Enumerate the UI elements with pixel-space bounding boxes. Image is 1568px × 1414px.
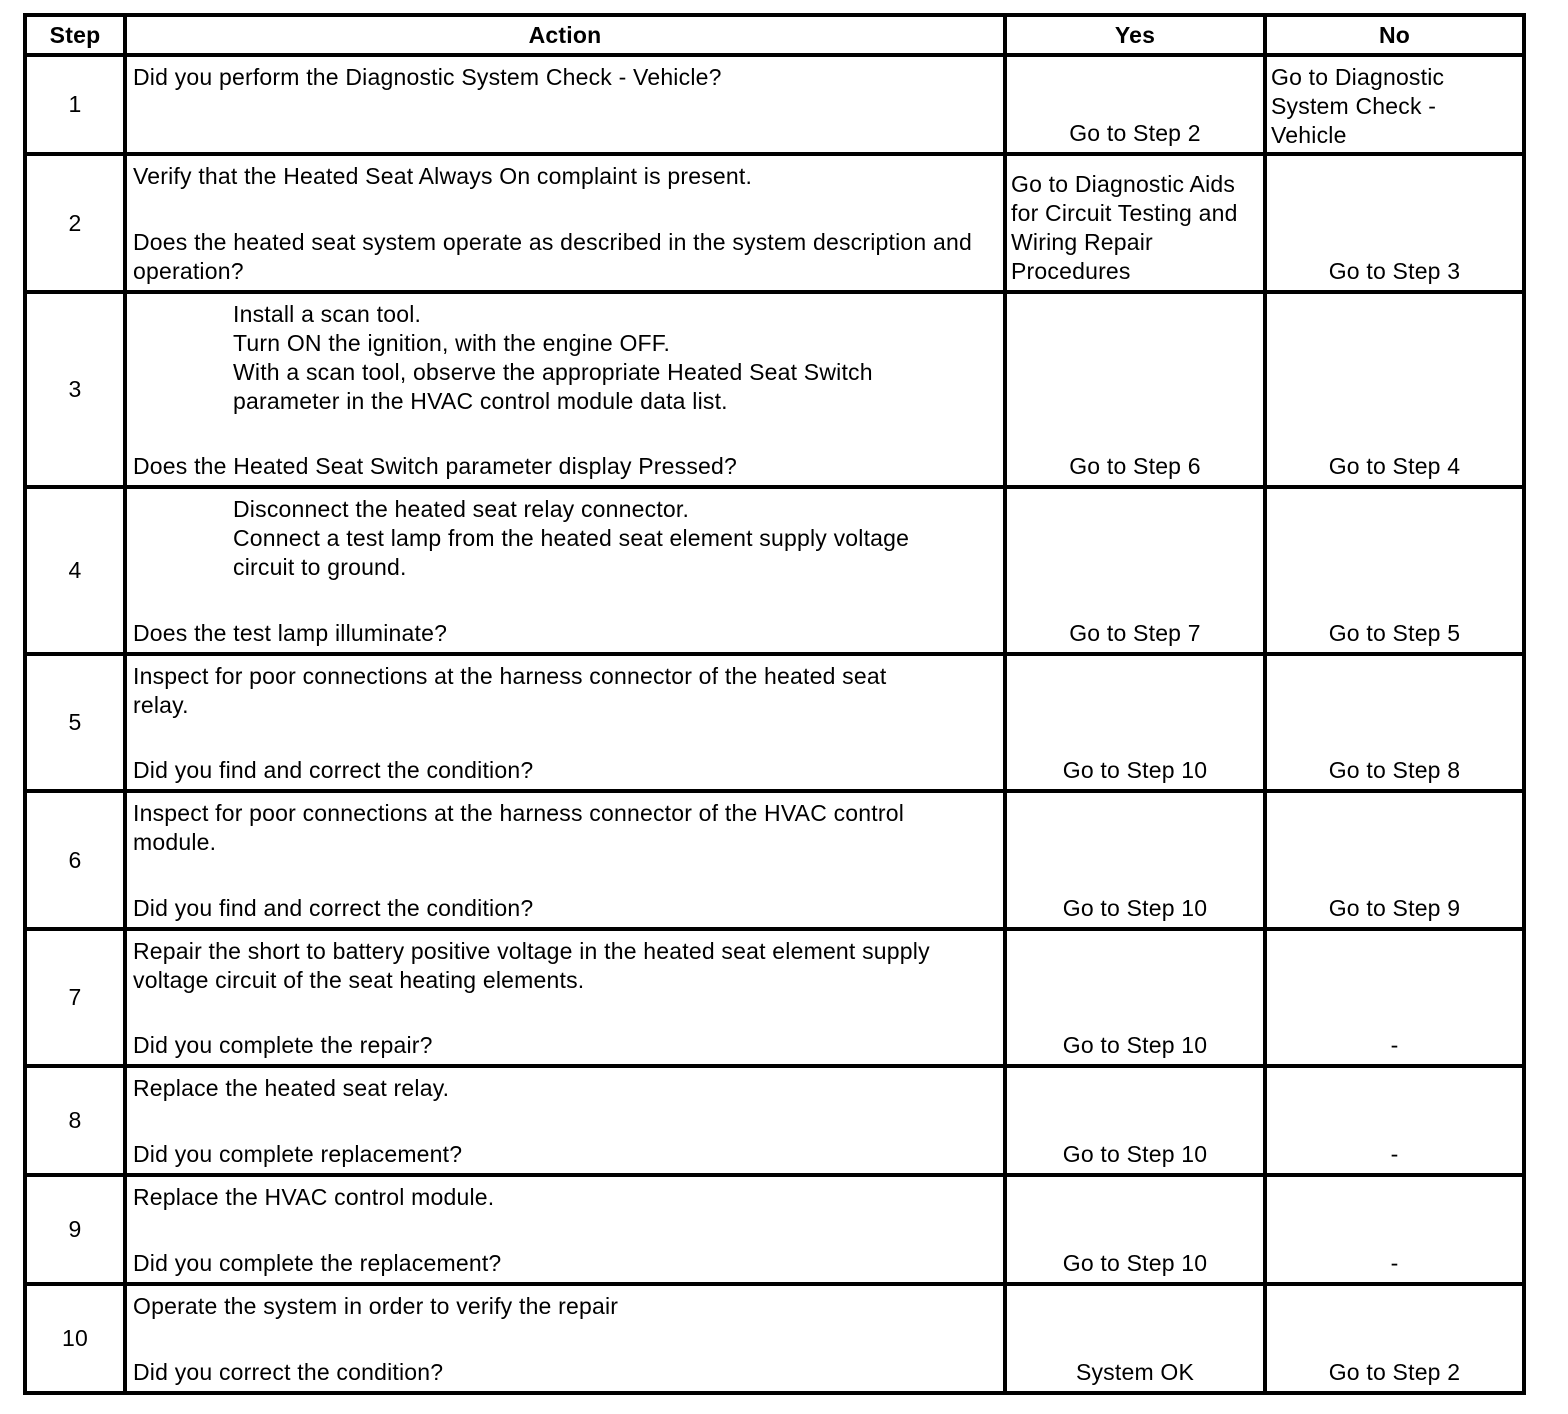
no-text: - xyxy=(1390,1250,1399,1276)
action-question: Did you find and correct the condition? xyxy=(133,895,534,921)
action-text: Disconnect the heated seat relay connector. xyxy=(233,496,690,522)
header-action: Action xyxy=(125,15,1005,55)
action-text: With a scan tool, observe the appropriate Heated Seat Switch parameter in the HVAC control module data list. xyxy=(233,359,873,414)
action-cell xyxy=(125,1284,1005,1393)
yes-cell xyxy=(1005,1066,1265,1175)
step-number: 7 xyxy=(25,929,125,1066)
yes-text: System OK xyxy=(1075,1359,1195,1385)
no-text: - xyxy=(1390,1032,1399,1058)
no-text: Go to Step 3 xyxy=(1328,258,1461,284)
action-text: Did you perform the Diagnostic System Check - Vehicle? xyxy=(133,64,722,90)
table-row xyxy=(25,1284,1524,1393)
no-cell xyxy=(1265,654,1524,791)
step-number: 3 xyxy=(25,292,125,487)
yes-text: Go to Step 6 xyxy=(1069,453,1201,479)
no-text: Go to Step 9 xyxy=(1328,895,1461,921)
action-text: Verify that the Heated Seat Always On complaint is present. xyxy=(133,163,753,189)
action-text: Replace the heated seat relay. xyxy=(133,1075,450,1101)
action-question: Does the Heated Seat Switch parameter display Pressed? xyxy=(133,453,738,479)
action-cell xyxy=(125,1066,1005,1175)
action-cell xyxy=(125,1175,1005,1284)
yes-cell xyxy=(1005,929,1265,1066)
action-cell xyxy=(125,654,1005,791)
yes-text: Go to Step 10 xyxy=(1062,895,1208,921)
no-text: Go to Step 4 xyxy=(1328,453,1461,479)
action-cell xyxy=(125,487,1005,654)
action-question: Does the heated seat system operate as described in the system description and operation? xyxy=(133,229,972,284)
no-text: Go to Diagnostic System Check - Vehicle xyxy=(1271,64,1445,148)
yes-cell xyxy=(1005,654,1265,791)
no-cell xyxy=(1265,154,1524,292)
yes-cell xyxy=(1005,1284,1265,1393)
header-step: Step xyxy=(25,15,125,55)
header-no: No xyxy=(1265,15,1524,55)
no-text: Go to Step 5 xyxy=(1328,620,1461,646)
action-cell xyxy=(125,292,1005,487)
table-row xyxy=(25,1066,1524,1175)
yes-cell xyxy=(1005,154,1265,292)
step-number: 9 xyxy=(25,1175,125,1284)
action-question: Did you correct the condition? xyxy=(133,1359,444,1385)
yes-text: Go to Step 2 xyxy=(1069,120,1201,146)
yes-text: Go to Diagnostic Aids for Circuit Testing and Wiring Repair Procedures xyxy=(1011,171,1238,284)
yes-cell xyxy=(1005,487,1265,654)
yes-text: Go to Step 7 xyxy=(1069,620,1201,646)
action-text: Connect a test lamp from the heated seat element supply voltage circuit to ground. xyxy=(233,525,910,580)
diagnostic-table xyxy=(23,13,1526,1395)
no-cell xyxy=(1265,1066,1524,1175)
action-cell xyxy=(125,929,1005,1066)
step-number: 5 xyxy=(25,654,125,791)
yes-text: Go to Step 10 xyxy=(1062,1141,1208,1167)
action-question: Did you complete the replacement? xyxy=(133,1250,502,1276)
step-number: 4 xyxy=(25,487,125,654)
table-row xyxy=(25,154,1524,292)
action-text: Inspect for poor connections at the harness connector of the heated seat relay. xyxy=(133,663,887,718)
action-question: Did you complete the repair? xyxy=(133,1032,433,1058)
table-row xyxy=(25,791,1524,929)
step-number: 10 xyxy=(25,1284,125,1393)
table-row xyxy=(25,292,1524,487)
action-text: Install a scan tool. xyxy=(233,301,422,327)
no-cell xyxy=(1265,1175,1524,1284)
yes-text: Go to Step 10 xyxy=(1062,1032,1208,1058)
action-question: Did you complete replacement? xyxy=(133,1141,463,1167)
yes-cell xyxy=(1005,292,1265,487)
action-text: Replace the HVAC control module. xyxy=(133,1184,495,1210)
action-question: Does the test lamp illuminate? xyxy=(133,620,448,646)
header-row xyxy=(25,15,1524,55)
yes-text: Go to Step 10 xyxy=(1062,1250,1208,1276)
table-row xyxy=(25,487,1524,654)
table-row xyxy=(25,55,1524,154)
action-cell xyxy=(125,55,1005,154)
no-text: Go to Step 2 xyxy=(1328,1359,1461,1385)
action-text: Repair the short to battery positive voltage in the heated seat element supply voltage circuit of the seat heating elements. xyxy=(133,938,930,993)
step-number: 2 xyxy=(25,154,125,292)
table-row xyxy=(25,654,1524,791)
step-number: 1 xyxy=(25,55,125,154)
no-cell xyxy=(1265,292,1524,487)
step-number: 6 xyxy=(25,791,125,929)
no-text: Go to Step 8 xyxy=(1328,757,1461,783)
step-number: 8 xyxy=(25,1066,125,1175)
no-cell xyxy=(1265,55,1524,154)
yes-text: Go to Step 10 xyxy=(1062,757,1208,783)
no-cell xyxy=(1265,1284,1524,1393)
action-cell xyxy=(125,154,1005,292)
yes-cell xyxy=(1005,55,1265,154)
no-cell xyxy=(1265,929,1524,1066)
yes-cell xyxy=(1005,791,1265,929)
no-cell xyxy=(1265,487,1524,654)
yes-cell xyxy=(1005,1175,1265,1284)
action-cell xyxy=(125,791,1005,929)
action-text: Operate the system in order to verify the repair xyxy=(133,1293,619,1319)
header-yes: Yes xyxy=(1005,15,1265,55)
no-text: - xyxy=(1390,1141,1399,1167)
no-cell xyxy=(1265,791,1524,929)
action-text: Turn ON the ignition, with the engine OFF. xyxy=(233,330,671,356)
action-question: Did you find and correct the condition? xyxy=(133,757,534,783)
table-row xyxy=(25,929,1524,1066)
action-text: Inspect for poor connections at the harness connector of the HVAC control module. xyxy=(133,800,905,855)
table-row xyxy=(25,1175,1524,1284)
